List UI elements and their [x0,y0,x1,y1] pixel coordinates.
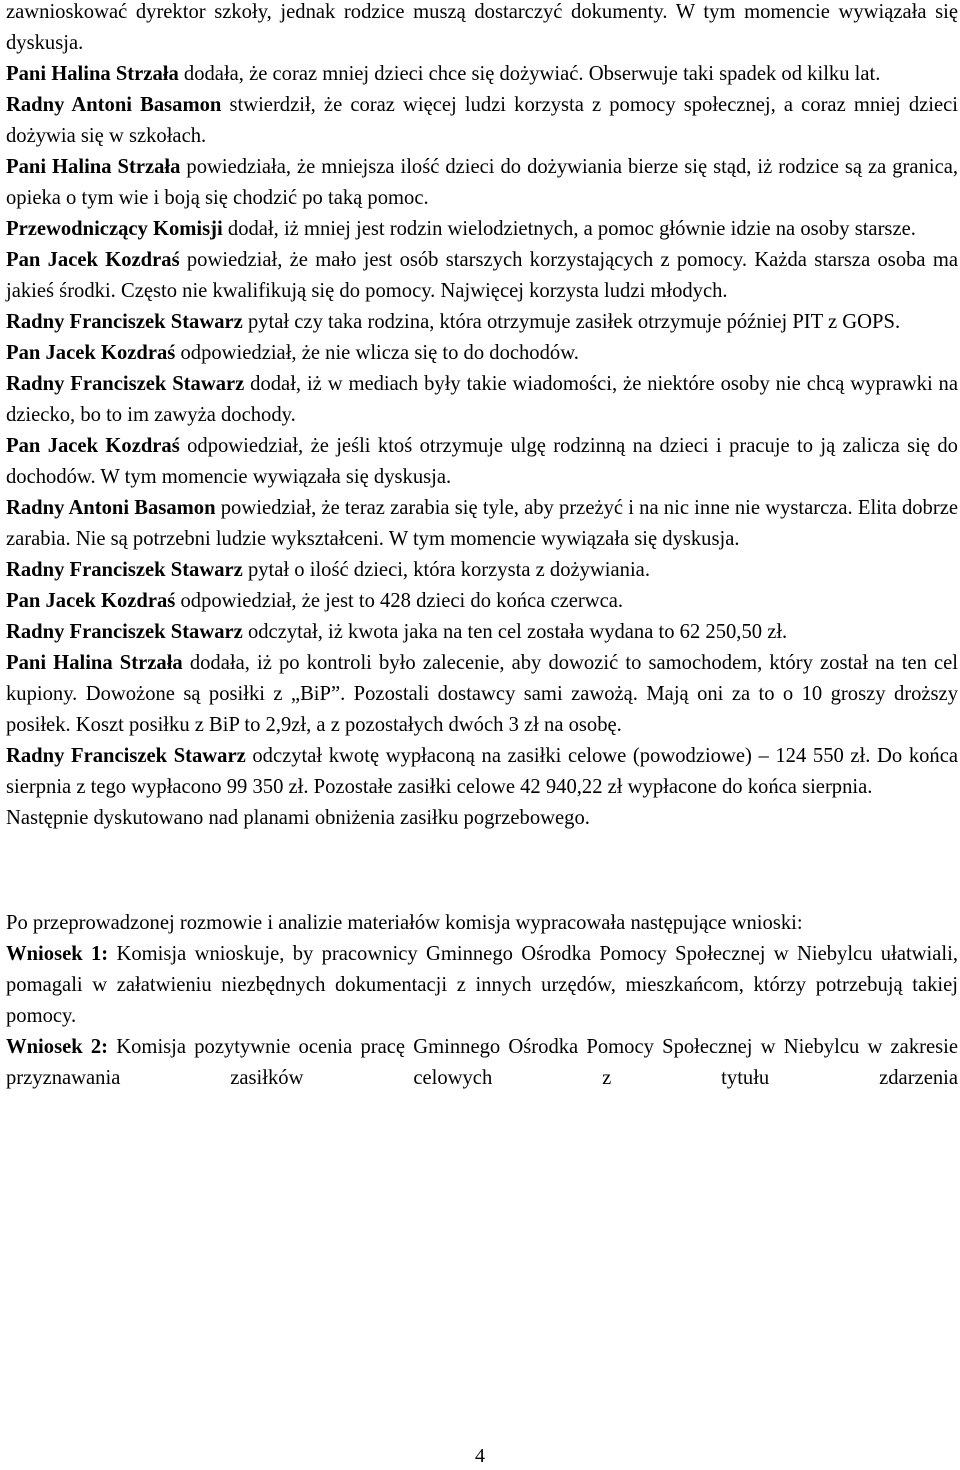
paragraph [6,338,958,369]
paragraph-text: odpowiedział, że jeśli ktoś otrzymuje ulgę rodzinną na dzieci i pracuje to ją zalicza się do dochodów. W tym momencie wywiązała się dyskusja. [6,435,958,488]
paragraph [6,90,958,152]
paragraph-text: dodała, że coraz mniej dzieci chce się dożywiać. Obserwuje taki spadek od kilku lat. [178,63,881,85]
speaker-name: Radny Franciszek Stawarz [6,745,246,767]
paragraph [6,59,958,90]
speaker-name: Pan Jacek Kozdraś [6,342,176,364]
paragraph-text: odczytał, iż kwota jaka na ten cel została wydana to 62 250,50 zł. [242,621,788,643]
paragraph-text: odczytał kwotę wypłaconą na zasiłki celowe (powodziowe) – 124 550 zł. Do końca sierpnia z tego wypłacono 99 350 zł. Pozostałe zasiłki celowe 42 940,22 zł wypłacone do końca sierpnia. [6,745,958,798]
paragraph [6,369,958,431]
speaker-name: Radny Antoni Basamon [6,497,216,519]
speaker-name: Radny Franciszek Stawarz [6,621,243,643]
paragraph-text: odpowiedział, że jest to 428 dzieci do końca czerwca. [175,590,624,612]
paragraph-text: odpowiedział, że nie wlicza się to do dochodów. [175,342,579,364]
paragraph [6,214,958,245]
speaker-name: Radny Franciszek Stawarz [6,373,245,395]
speaker-name: Przewodniczący Komisji [6,218,223,240]
speaker-name: Pan Jacek Kozdraś [6,435,180,457]
paragraph-text: dodał, iż mniej jest rodzin wielodzietnych, a pomoc głównie idzie na osoby starsze. [222,218,916,240]
paragraph-text: pytał czy taka rodzina, która otrzymuje zasiłek otrzymuje później PIT z GOPS. [242,311,901,333]
conclusion-text: Komisja wnioskuje, by pracownicy Gminnego Ośrodka Pomocy Społecznej w Niebylcu ułatwiali, pomagali w załatwieniu niezbędnych dokumentacji z innych urzędów, mieszkańcom, którzy potrzebują takiej pomocy. [6,943,959,1027]
conclusion-label: Wniosek 2: [6,1036,109,1058]
speaker-name: Radny Antoni Basamon [6,94,222,116]
speaker-name: Pan Jacek Kozdraś [6,590,176,612]
conclusion-item [6,1032,958,1094]
section-spacer [6,834,958,908]
paragraph-text: stwierdził, że coraz więcej ludzi korzysta z pomocy społecznej, a coraz mniej dzieci dożywia się w szkołach. [6,94,958,147]
paragraph-text: pytał o ilość dzieci, która korzysta z dożywiania. [242,559,650,581]
paragraph-text: dodała, iż po kontroli było zalecenie, aby dowozić to samochodem, który został na ten cel kupiony. Dowożone są posiłki z „BiP”. Pozostali dostawcy sami zawożą. Mają oni za to o 10 groszy droższy posiłek. Koszt posiłku z BiP to 2,9zł, a z pozostałych dwóch 3 zł na osobę. [6,652,959,736]
speaker-name: Radny Franciszek Stawarz [6,311,243,333]
paragraph [6,0,958,59]
conclusion-item [6,939,958,1032]
paragraph [6,493,958,555]
paragraph-text: powiedział, że teraz zarabia się tyle, aby przeżyć i na nic inne nie wystarcza. Elita dobrze zarabia. Nie są potrzebni ludzie wykształceni. W tym momencie wywiązała się dyskusja. [6,497,958,550]
paragraph [6,648,958,741]
paragraph [6,152,958,214]
speaker-name: Pan Jacek Kozdraś [6,249,180,271]
page-number: 4 [475,1445,485,1467]
conclusion-label: Wniosek 1: [6,943,109,965]
paragraph-text: powiedziała, że mniejsza ilość dzieci do dożywiania bierze się stąd, iż rodzice są za granica, opieka o tym wie i boją się chodzić po taką pomoc. [6,156,959,209]
paragraph-text: powiedział, że mało jest osób starszych korzystających z pomocy. Każda starsza osoba ma jakieś środki. Często nie kwalifikują się do pomocy. Najwięcej korzysta ludzi młodych. [6,249,958,302]
paragraph-text: dodał, iż w mediach były takie wiadomości, że niektóre osoby nie chcą wyprawki na dziecko, bo to im zawyża dochody. [6,373,958,426]
speaker-name: Radny Franciszek Stawarz [6,559,243,581]
paragraph [6,307,958,338]
speaker-name: Pani Halina Strzała [6,63,179,85]
paragraph [6,586,958,617]
paragraph [6,741,958,803]
paragraph [6,617,958,648]
paragraph-text: Następnie dyskutowano nad planami obniżenia zasiłku pogrzebowego. [6,807,590,829]
document-page [6,0,958,1094]
conclusion-text: Komisja pozytywnie ocenia pracę Gminnego Ośrodka Pomocy Społecznej w Niebylcu w zakresie przyznawania zasiłków celowych z tytułu zdarzenia [6,1036,958,1089]
conclusions-intro: Po przeprowadzonej rozmowie i analizie materiałów komisja wypracowała następujące wnioski: [6,912,803,934]
paragraph-text: zawnioskować dyrektor szkoły, jednak rodzice muszą dostarczyć dokumenty. W tym momencie wywiązała się dyskusja. [6,1,958,54]
paragraph [6,555,958,586]
speaker-name: Pani Halina Strzała [6,652,183,674]
paragraph [6,431,958,493]
speaker-name: Pani Halina Strzała [6,156,181,178]
paragraph [6,245,958,307]
paragraph [6,803,958,834]
